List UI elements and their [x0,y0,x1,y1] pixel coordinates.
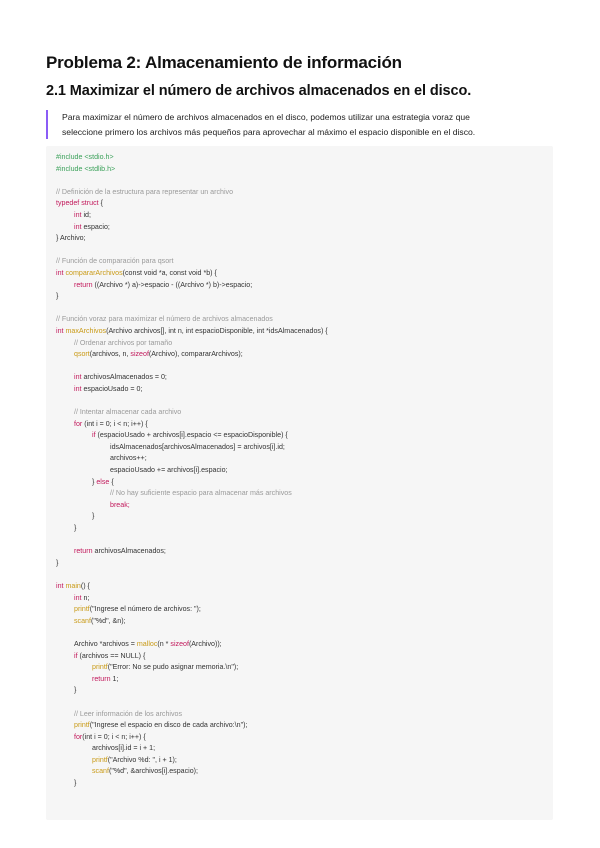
code-line: // Función voraz para maximizar el número de archivos almacenados [56,315,273,324]
quote-line: seleccione primero los archivos más pequeños para aprovechar al máximo el espacio disponible en el disco. [62,126,476,137]
code-line: scanf("%d", &archivos[i].espacio); [92,767,198,776]
code-line: #include <stdlib.h> [56,164,116,173]
code-line [56,627,543,639]
code-line: #include <stdio.h> [56,153,114,161]
code-line: } Archivo; [56,234,86,243]
code-line: idsAlmacenados[archivosAlmacenados] = archivos[i].id; [110,442,285,451]
code-line: int maxArchivos(Archivo archivos[], int n, int espacioDisponible, int *idsAlmacenados) { [56,326,328,335]
code-line: break; [110,500,130,509]
code-line: return archivosAlmacenados; [74,547,166,556]
code-line [56,569,543,581]
code-line: return ((Archivo *) a)->espacio - ((Archivo *) b)->espacio; [74,280,253,289]
code-line: Archivo *archivos = malloc(n * sizeof(Archivo)); [74,639,222,648]
code-line: typedef struct { [56,199,103,208]
section-title: 2.1 Maximizar el número de archivos almacenados en el disco. [46,83,472,99]
code-line: archivos[i].id = i + 1; [92,744,156,753]
code-line: espacioUsado += archivos[i].espacio; [110,466,228,475]
code-line: printf("Ingrese el espacio en disco de cada archivo:\n"); [74,721,248,730]
code-line: int espacioUsado = 0; [74,384,143,393]
code-line: if (archivos == NULL) { [74,651,146,660]
code-line: int id; [74,210,91,219]
code-line: // Intentar almacenar cada archivo [74,408,182,417]
code-line: } [74,779,77,788]
code-line: int compararArchivos(const void *a, const void *b) { [56,268,217,277]
code-line: return 1; [92,674,119,683]
code-line: } [74,524,77,532]
code-line: int main() { [56,581,90,590]
code-line: int archivosAlmacenados = 0; [74,373,167,382]
code-line: // No hay suficiente espacio para almacenar más archivos [110,489,292,498]
code-line: printf("Ingrese el número de archivos: "); [74,605,201,614]
code-line: // Ordenar archivos por tamaño [74,338,173,347]
code-line: printf("Error: No se pudo asignar memoria.\n"); [92,663,239,672]
code-line: } [56,292,59,301]
code-line [56,361,543,373]
code-line: int n; [74,593,90,602]
code-line: } [56,558,59,567]
code-line [56,697,543,709]
code-line: archivos++; [110,454,147,463]
code-line [56,303,543,315]
code-line: for(int i = 0; i < n; i++) { [74,732,146,741]
code-line [56,395,543,407]
code-line: } else { [92,477,114,486]
code-line: scanf("%d", &n); [74,616,126,625]
code-line [56,245,543,257]
code-line: // Función de comparación para qsort [56,257,174,266]
quote-line: Para maximizar el número de archivos almacenados en el disco, podemos utilizar una estrategia voraz que [62,112,470,122]
code-line [56,535,543,547]
code-block [46,146,553,820]
code-line: qsort(archivos, n, sizeof(Archivo), compararArchivos); [74,350,243,359]
code-line: printf("Archivo %d: ", i + 1); [92,755,177,764]
page-title: Problema 2: Almacenamiento de información [46,53,402,72]
code-line: // Leer información de los archivos [74,709,183,718]
code-line: int espacio; [74,222,110,231]
code-line: if (espacioUsado + archivos[i].espacio <= espacioDisponible) { [92,431,288,440]
code-line: // Definición de la estructura para representar un archivo [56,187,234,196]
code-line: for (int i = 0; i < n; i++) { [74,419,148,428]
blockquote [46,110,562,139]
code-line: } [92,512,95,521]
code-line: } [74,686,77,695]
code-line [56,175,543,187]
